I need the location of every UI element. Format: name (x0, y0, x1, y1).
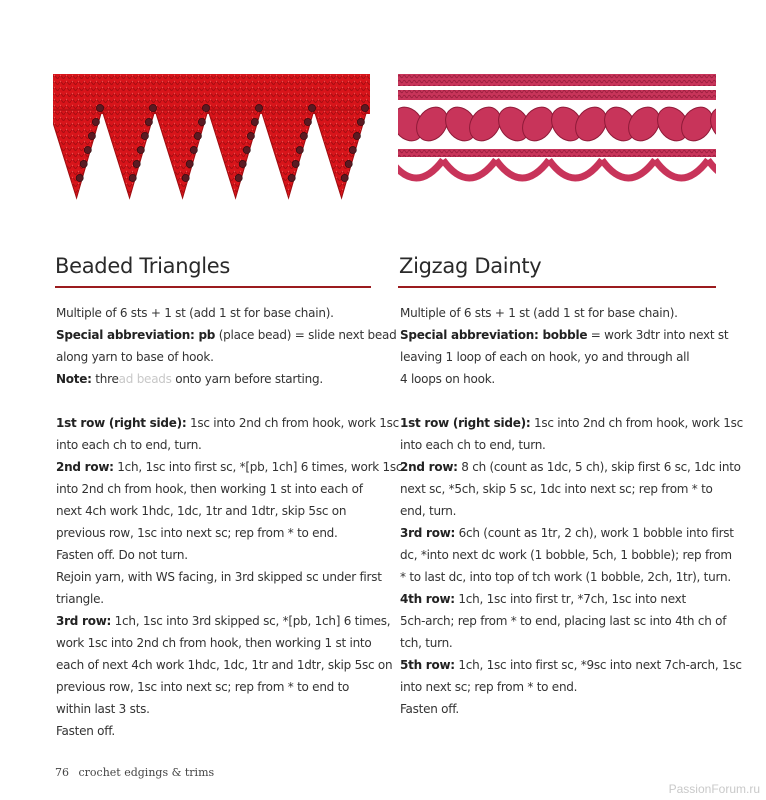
bead (341, 174, 348, 181)
row-3: 3rd row: 1ch, 1sc into 3rd skipped sc, *[pb, 1ch] 6 times, (56, 614, 391, 628)
arch (398, 160, 443, 178)
special-abbreviation-cont: 4 loops on hook. (400, 372, 495, 386)
page-footer (55, 766, 220, 779)
bead (76, 174, 83, 181)
multiple-line: Multiple of 6 sts + 1 st (add 1 st for base chain). (56, 306, 334, 320)
title-underline (398, 286, 716, 288)
pattern-title-beaded-triangles: Beaded Triangles (55, 254, 231, 278)
bead (353, 132, 360, 139)
bead (133, 160, 140, 167)
bead (202, 104, 209, 111)
bead (255, 104, 262, 111)
bead (235, 174, 242, 181)
special-abbreviation: Special abbreviation: bobble = work 3dtr into next st (400, 328, 729, 342)
bead (141, 132, 148, 139)
bead (129, 174, 136, 181)
special-abbreviation-cont: along yarn to base of hook. (56, 350, 214, 364)
arch (602, 160, 655, 178)
row-2-cont: into 2nd ch from hook, then working 1 st into each of (56, 482, 363, 496)
row-2-cont: end, turn. (400, 504, 457, 518)
row-5: 5th row: 1ch, 1sc into first sc, *9sc into next 7ch-arch, 1sc (400, 658, 742, 672)
bead (308, 104, 315, 111)
bead (251, 118, 258, 125)
bead (194, 132, 201, 139)
section-title: crochet edgings & trims (78, 766, 215, 779)
fasten-off: Fasten off. (56, 724, 115, 738)
watermark: PassionForum.ru (668, 782, 760, 796)
bead (361, 104, 368, 111)
page-number: 76 (55, 766, 69, 779)
bead (182, 174, 189, 181)
row-1: 1st row (right side): 1sc into 2nd ch from hook, work 1sc (400, 416, 743, 430)
photo-beaded-triangles (53, 74, 370, 204)
row-1: 1st row (right side): 1sc into 2nd ch from hook, work 1sc (56, 416, 399, 430)
bead (292, 160, 299, 167)
title-underline (55, 286, 371, 288)
bead (345, 160, 352, 167)
arch (708, 160, 716, 178)
row-3-cont: dc, *into next dc work (1 bobble, 5ch, 1 bobble); rep from (400, 548, 732, 562)
note-line: Note: thread beads onto yarn before starting. (56, 372, 323, 386)
row-4: 4th row: 1ch, 1sc into first tr, *7ch, 1sc into next (400, 592, 686, 606)
bead (288, 174, 295, 181)
row-2-cont: previous row, 1sc into next sc; rep from * to end. (56, 526, 338, 540)
bead (149, 104, 156, 111)
row-3: 3rd row: 6ch (count as 1tr, 2 ch), work 1 bobble into first (400, 526, 734, 540)
bead (349, 146, 356, 153)
bead (300, 132, 307, 139)
bead (88, 132, 95, 139)
special-abbreviation: Special abbreviation: pb (place bead) = slide next bead (56, 328, 397, 342)
row-2-cont: next sc, *5ch, skip 5 sc, 1dc into next sc; rep from * to (400, 482, 713, 496)
row-2-cont: next 4ch work 1hdc, 1dc, 1tr and 1dtr, skip 5sc on (56, 504, 347, 518)
bead (186, 160, 193, 167)
bead (304, 118, 311, 125)
bead (198, 118, 205, 125)
bead (145, 118, 152, 125)
row-3-cont: work 1sc into 2nd ch from hook, then working 1 st into (56, 636, 372, 650)
bead (84, 146, 91, 153)
bead (80, 160, 87, 167)
bead (247, 132, 254, 139)
special-abbreviation-cont: leaving 1 loop of each on hook, yo and through all (400, 350, 690, 364)
bead (239, 160, 246, 167)
bead (190, 146, 197, 153)
bead (92, 118, 99, 125)
multiple-line: Multiple of 6 sts + 1 st (add 1 st for base chain). (400, 306, 678, 320)
arch (655, 160, 708, 178)
instructions-beaded-triangles (56, 302, 403, 742)
bead (357, 118, 364, 125)
bead (296, 146, 303, 153)
row-2: 2nd row: 8 ch (count as 1dc, 5 ch), skip first 6 sc, 1dc into (400, 460, 741, 474)
bead (137, 146, 144, 153)
row-1-cont: into each ch to end, turn. (400, 438, 546, 452)
bead (96, 104, 103, 111)
row-3-cont: previous row, 1sc into next sc; rep from * to end to (56, 680, 350, 694)
row-3-cont: within last 3 sts. (56, 702, 150, 716)
rejoin-line: Rejoin yarn, with WS facing, in 3rd skipped sc under first (56, 570, 382, 584)
row-3-cont: * to last dc, into top of tch work (1 bobble, 2ch, 1tr), turn. (400, 570, 731, 584)
arch (549, 160, 602, 178)
row-4-cont: tch, turn. (400, 636, 453, 650)
row-2: 2nd row: 1ch, 1sc into first sc, *[pb, 1ch] 6 times, work 1sc (56, 460, 403, 474)
fasten-off: Fasten off. Do not turn. (56, 548, 188, 562)
photo-zigzag-dainty (398, 74, 716, 194)
row-3-cont: each of next 4ch work 1hdc, 1dc, 1tr and 1dtr, skip 5sc on (56, 658, 393, 672)
row-4-cont: 5ch-arch; rep from * to end, placing last sc into 4th ch of (400, 614, 727, 628)
fasten-off: Fasten off. (400, 702, 459, 716)
arch (496, 160, 549, 178)
row-1-cont: into each ch to end, turn. (56, 438, 202, 452)
arch (443, 160, 496, 178)
row-5-cont: into next sc; rep from * to end. (400, 680, 578, 694)
bead (243, 146, 250, 153)
pattern-title-zigzag-dainty: Zigzag Dainty (399, 254, 542, 278)
instructions-zigzag-dainty (400, 302, 743, 720)
rejoin-cont: triangle. (56, 592, 104, 606)
